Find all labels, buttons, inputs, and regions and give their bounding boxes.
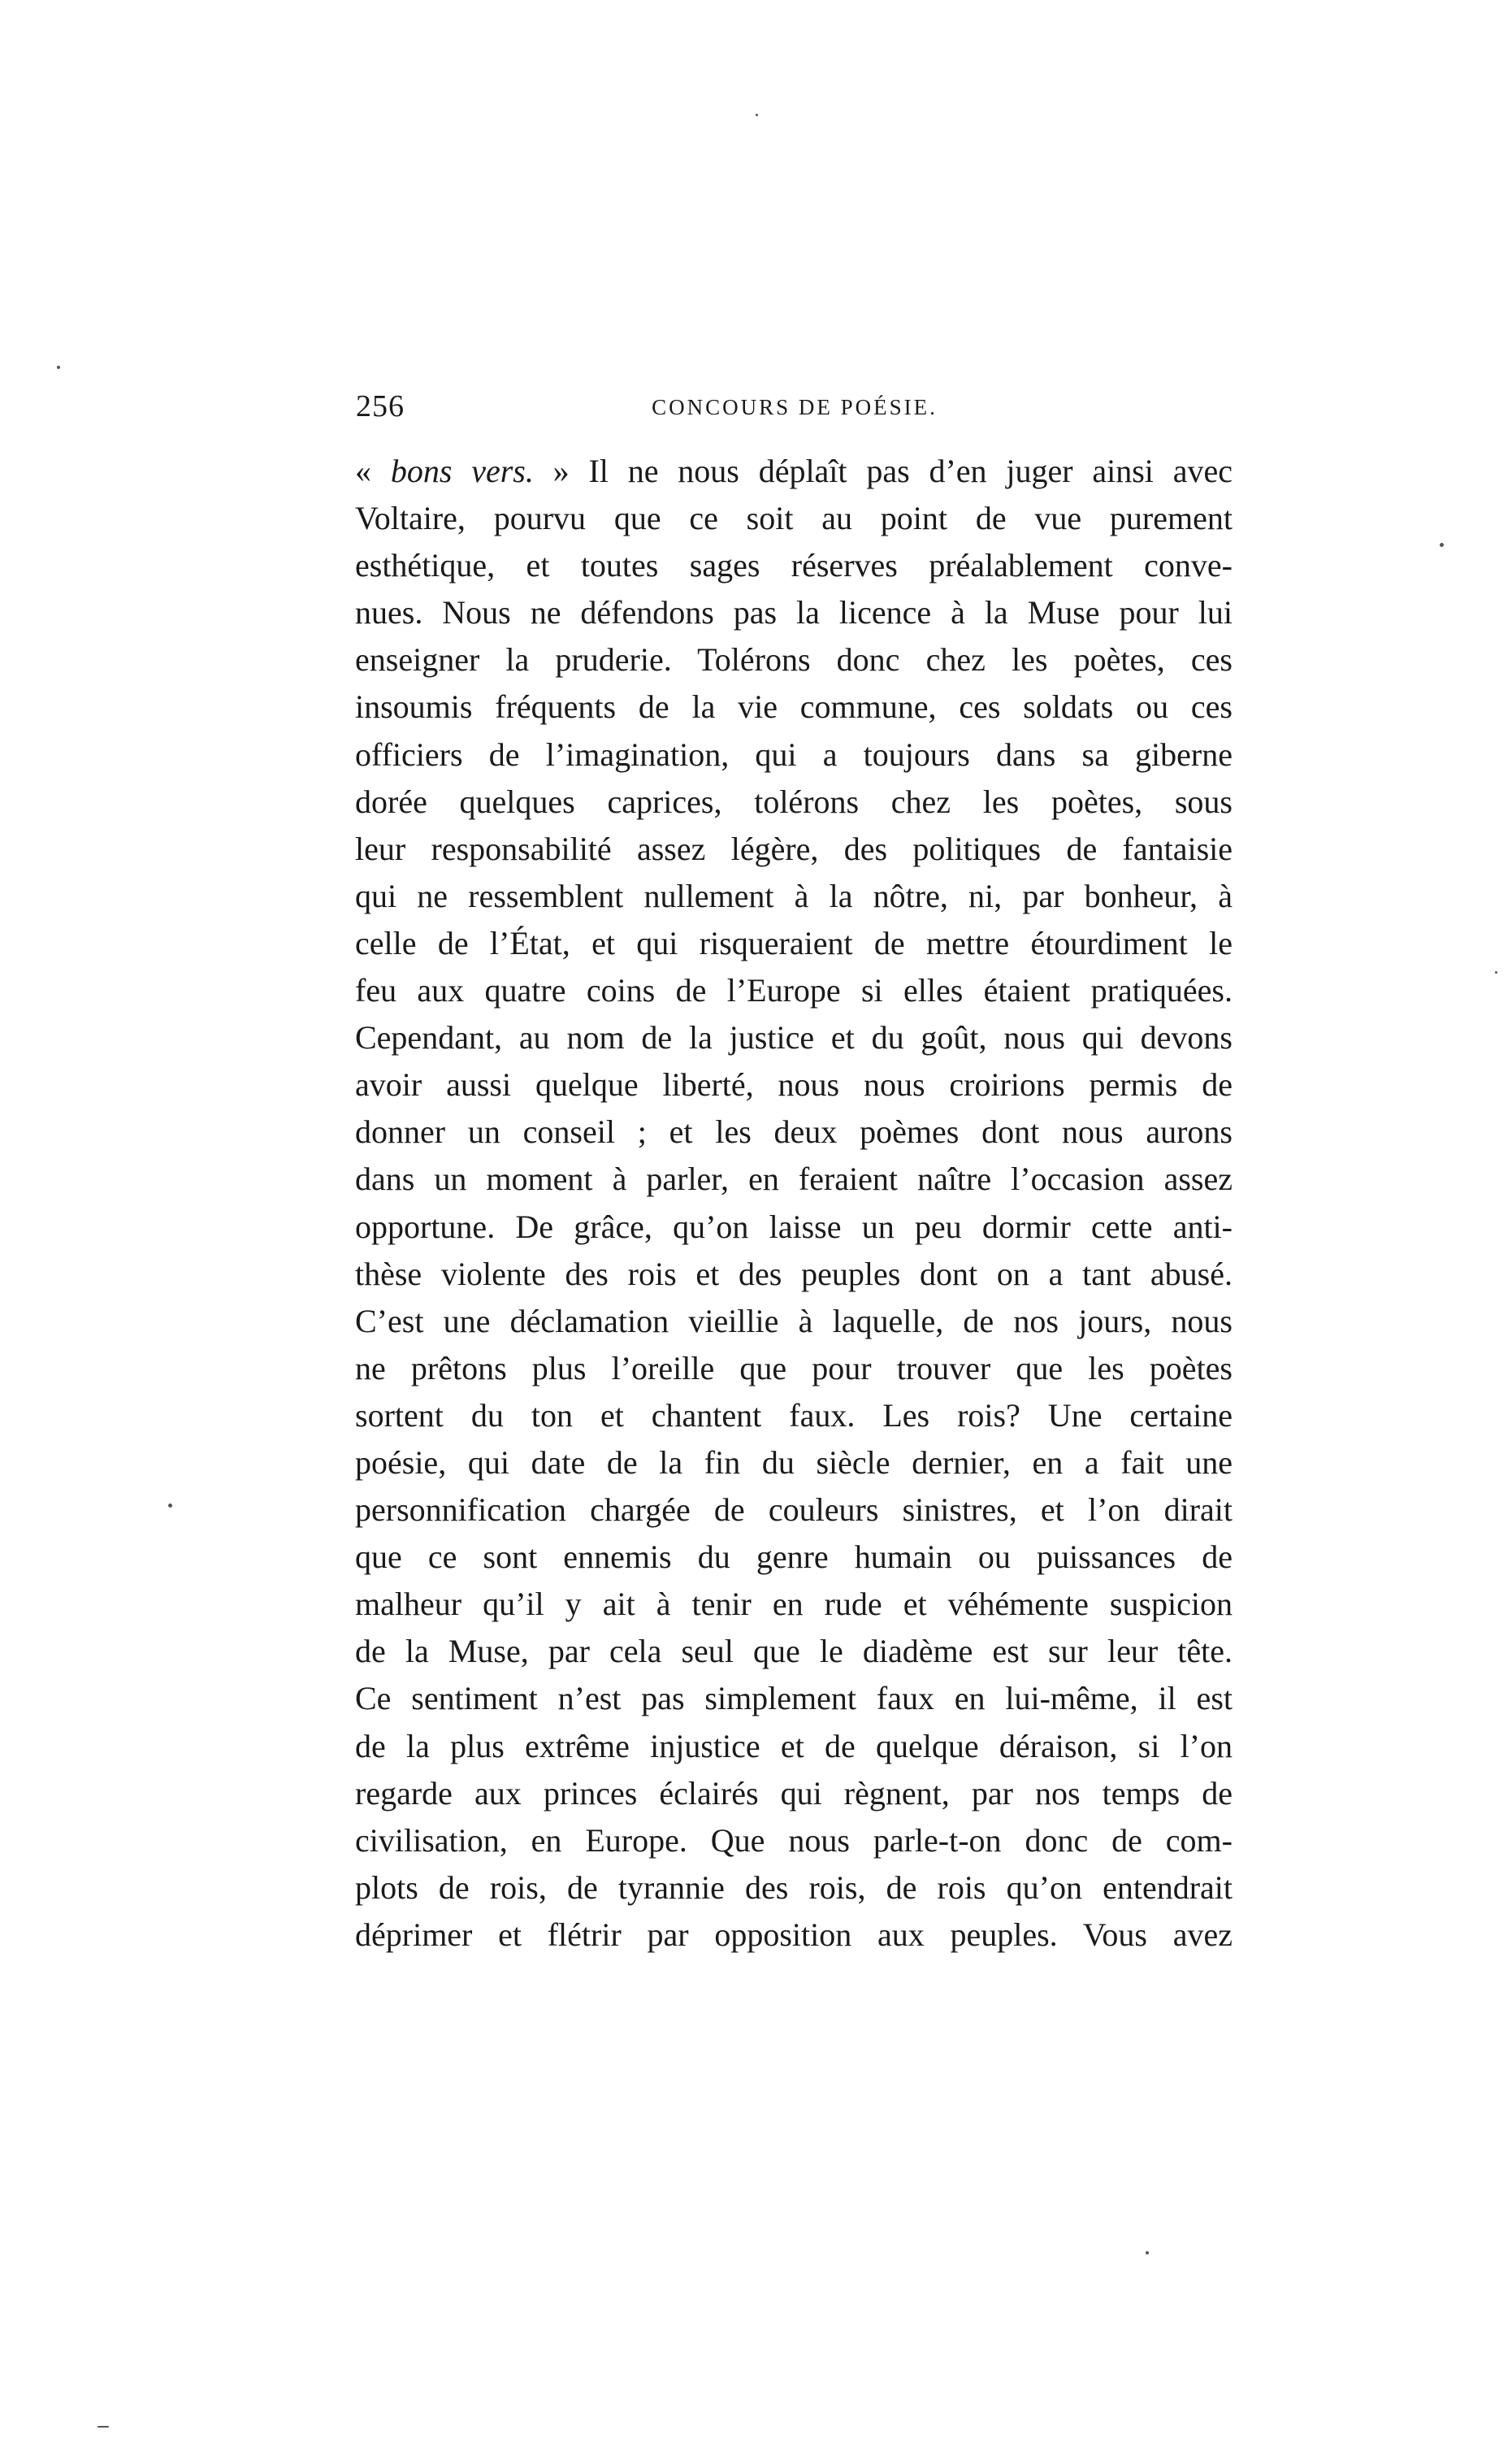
text-line: que ce sont ennemis du genre humain ou puissances de bbox=[355, 1538, 1233, 1576]
print-speck bbox=[1146, 2251, 1149, 2254]
italic-phrase: bons vers. bbox=[390, 453, 534, 489]
first-line-rest: » Il ne nous déplaît pas d’en juger ainsi avec bbox=[533, 453, 1233, 489]
text-line: C’est une déclamation vieillie à laquelle, de nos jours, nous bbox=[355, 1302, 1233, 1339]
text-line: de la plus extrême injustice et de quelque déraison, si l’on bbox=[355, 1727, 1233, 1764]
page-header bbox=[356, 388, 1233, 437]
text-line: de la Muse, par cela seul que le diadème est sur leur tête. bbox=[355, 1633, 1233, 1670]
text-line: regarde aux princes éclairés qui règnent, par nos temps de bbox=[355, 1774, 1233, 1812]
text-line: Voltaire, pourvu que ce soit au point de vue purement bbox=[355, 500, 1233, 537]
print-speck bbox=[57, 366, 60, 369]
text-line: dans un moment à parler, en feraient naître l’occasion assez bbox=[355, 1161, 1233, 1198]
text-line: thèse violente des rois et des peuples dont on a tant abusé. bbox=[355, 1255, 1233, 1292]
text-line: celle de l’État, et qui risqueraient de mettre étourdiment le bbox=[355, 924, 1233, 961]
text-line: déprimer et flétrir par opposition aux peuples. Vous avez bbox=[355, 1916, 1233, 1953]
text-line: sortent du ton et chantent faux. Les rois? Une certaine bbox=[355, 1396, 1233, 1434]
text-line: officiers de l’imagination, qui a toujours dans sa giberne bbox=[355, 736, 1233, 773]
print-speck bbox=[97, 2426, 109, 2428]
text-line: dorée quelques caprices, tolérons chez les poètes, sous bbox=[355, 783, 1233, 820]
text-line: feu aux quatre coins de l’Europe si elles étaient pratiquées. bbox=[355, 972, 1233, 1009]
text-line: insoumis fréquents de la vie commune, ces soldats ou ces bbox=[355, 688, 1233, 726]
text-line: Cependant, au nom de la justice et du goût, nous qui devons bbox=[355, 1019, 1233, 1057]
text-line: qui ne ressemblent nullement à la nôtre, ni, par bonheur, à bbox=[355, 877, 1233, 914]
text-line: opportune. De grâce, qu’on laisse un peu dormir cette anti- bbox=[355, 1208, 1233, 1245]
text-line: enseigner la pruderie. Tolérons donc chez les poètes, ces bbox=[355, 641, 1233, 679]
running-title: CONCOURS DE POÉSIE. bbox=[652, 395, 938, 419]
text-line: Ce sentiment n’est pas simplement faux en lui-même, il est bbox=[355, 1680, 1233, 1717]
text-line: civilisation, en Europe. Que nous parle-t-on donc de com- bbox=[355, 1821, 1233, 1859]
text-line: nues. Nous ne défendons pas la licence à la Muse pour lui bbox=[355, 594, 1233, 631]
body-text bbox=[355, 448, 1233, 1959]
page-number: 256 bbox=[356, 389, 405, 423]
open-quote: « bbox=[355, 453, 391, 489]
text-line: esthétique, et toutes sages réserves préalablement conve- bbox=[355, 547, 1233, 584]
text-line: avoir aussi quelque liberté, nous nous croirions permis de bbox=[355, 1066, 1233, 1104]
text-line: leur responsabilité assez légère, des politiques de fantaisie bbox=[355, 830, 1233, 867]
text-line: poésie, qui date de la fin du siècle dernier, en a fait une bbox=[355, 1443, 1233, 1481]
text-line bbox=[355, 448, 1233, 495]
print-speck bbox=[168, 1504, 172, 1508]
text-line: donner un conseil ; et les deux poèmes dont nous aurons bbox=[355, 1113, 1233, 1151]
text-line: plots de rois, de tyrannie des rois, de rois qu’on entendrait bbox=[355, 1868, 1233, 1906]
print-speck bbox=[1495, 971, 1497, 974]
text-line: ne prêtons plus l’oreille que pour trouver que les poètes bbox=[355, 1349, 1233, 1386]
print-speck bbox=[756, 114, 758, 116]
text-line: personnification chargée de couleurs sinistres, et l’on dirait bbox=[355, 1491, 1233, 1529]
text-line: malheur qu’il y ait à tenir en rude et véhémente suspicion bbox=[355, 1586, 1233, 1623]
print-speck bbox=[1440, 543, 1444, 547]
